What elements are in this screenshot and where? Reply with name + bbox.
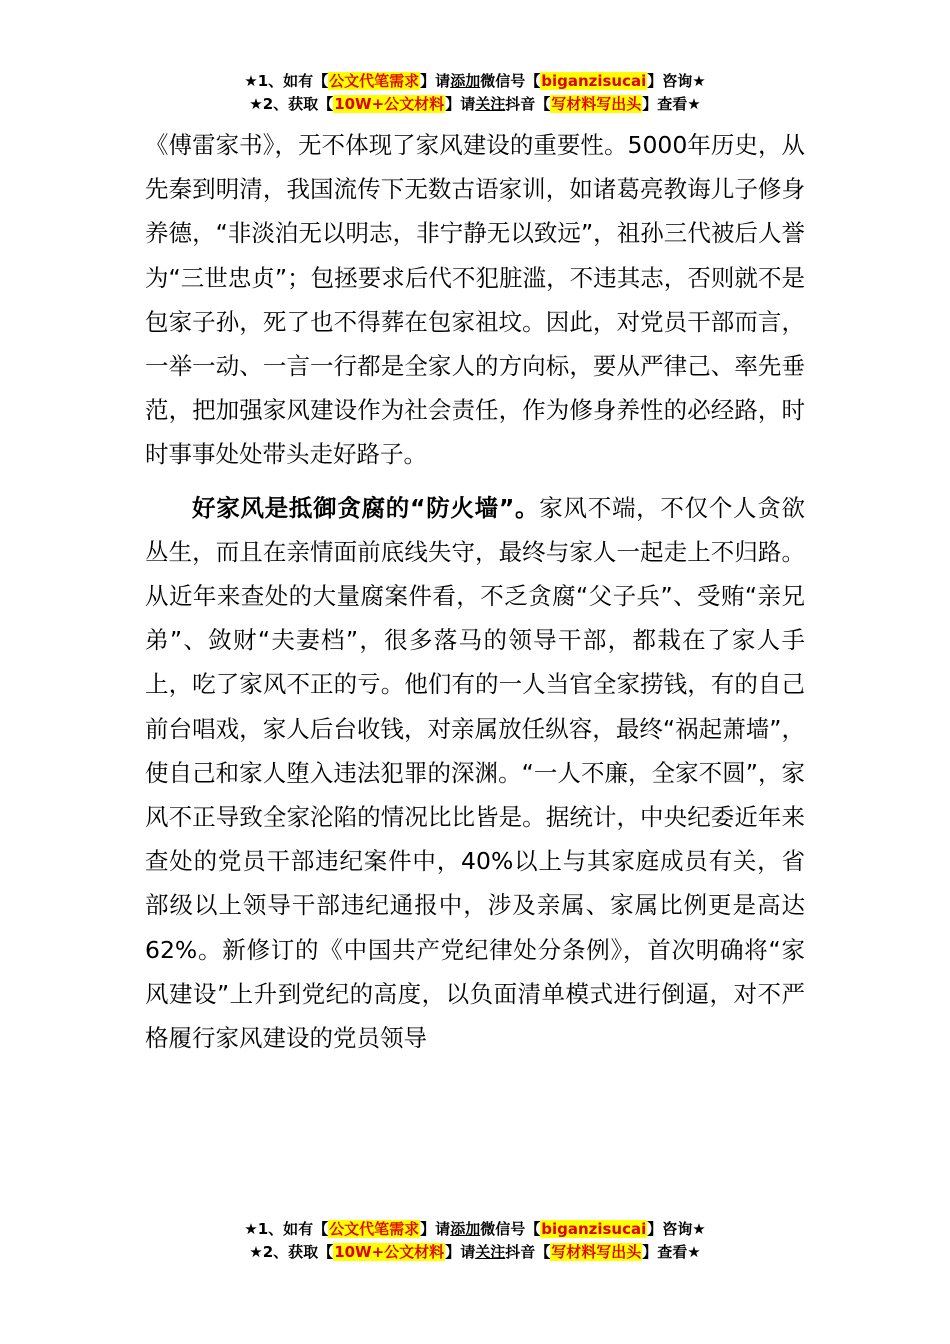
paragraph-2-heading: 好家风是抵御贪腐的“防火墙”。 — [192, 493, 540, 522]
highlight-materials: 10W+公文材料 — [334, 95, 445, 113]
highlight-douyin-account: 写材料写出头 — [551, 95, 642, 113]
highlight-service: 公文代笔需求 — [329, 72, 420, 90]
highlight-wechat-id: biganzisucai — [541, 72, 647, 90]
banner-line-2: ★2、获取【10W+公文材料】请关注抖音【写材料写出头】查看★ — [249, 95, 701, 113]
banner-line-1: ★1、如有【公文代笔需求】请添加微信号【biganzisucai】咨询★ — [244, 72, 706, 90]
banner-line-1: ★1、如有【公文代笔需求】请添加微信号【biganzisucai】咨询★ — [244, 1220, 706, 1238]
footer-banner — [0, 1218, 950, 1264]
highlight-materials: 10W+公文材料 — [334, 1243, 445, 1261]
highlight-douyin-account: 写材料写出头 — [551, 1243, 642, 1261]
header-banner — [0, 70, 950, 116]
paragraph-1: 《傅雷家书》，无不体现了家风建设的重要性。5000年历史，从先秦到明清，我国流传下无数古语家训，如诸葛亮教诲儿子修身养德，“非淡泊无以明志，非宁静无以致远”，祖孙三代被后人誉为“三世忠贞”；包拯要求后代不犯脏滥，不违其志，否则就不是包家子孙，死了也不得葬在包家祖坟。因此，对党员干部而言，一举一动、一言一行都是全家人的方向标，要从严律己、率先垂范，把加强家风建设作为社会责任，作为修身养性的必经路，时时事事处处带头走好路子。 — [145, 131, 805, 469]
document-body — [145, 123, 805, 1060]
highlight-service: 公文代笔需求 — [329, 1220, 420, 1238]
highlight-wechat-id: biganzisucai — [541, 1220, 647, 1238]
paragraph-2 — [145, 486, 805, 1061]
banner-line-2: ★2、获取【10W+公文材料】请关注抖音【写材料写出头】查看★ — [249, 1243, 701, 1261]
paragraph-2-text: 家风不端，不仅个人贪欲丛生，而且在亲情面前底线失守，最终与家人一起走上不归路。从近年来查处的大量腐案件看，不乏贪腐“父子兵”、受贿“亲兄弟”、敛财“夫妻档”，很多落马的领导干部，都栽在了家人手上，吃了家风不正的亏。他们有的一人当官全家捞钱，有的自己前台唱戏，家人后台收钱，对亲属放任纵容，最终“祸起萧墙”，使自己和家人堕入违法犯罪的深渊。“一人不廉，全家不圆”，家风不正导致全家沦陷的情况比比皆是。据统计，中央纪委近年来查处的党员干部违纪案件中，40%以上与其家庭成员有关，省部级以上领导干部违纪通报中，涉及亲属、家属比例更是高达62%。新修订的《中国共产党纪律处分条例》，首次明确将“家风建设”上升到党纪的高度，以负面清单模式进行倒逼，对不严格履行家风建设的党员领导 — [145, 493, 806, 1053]
